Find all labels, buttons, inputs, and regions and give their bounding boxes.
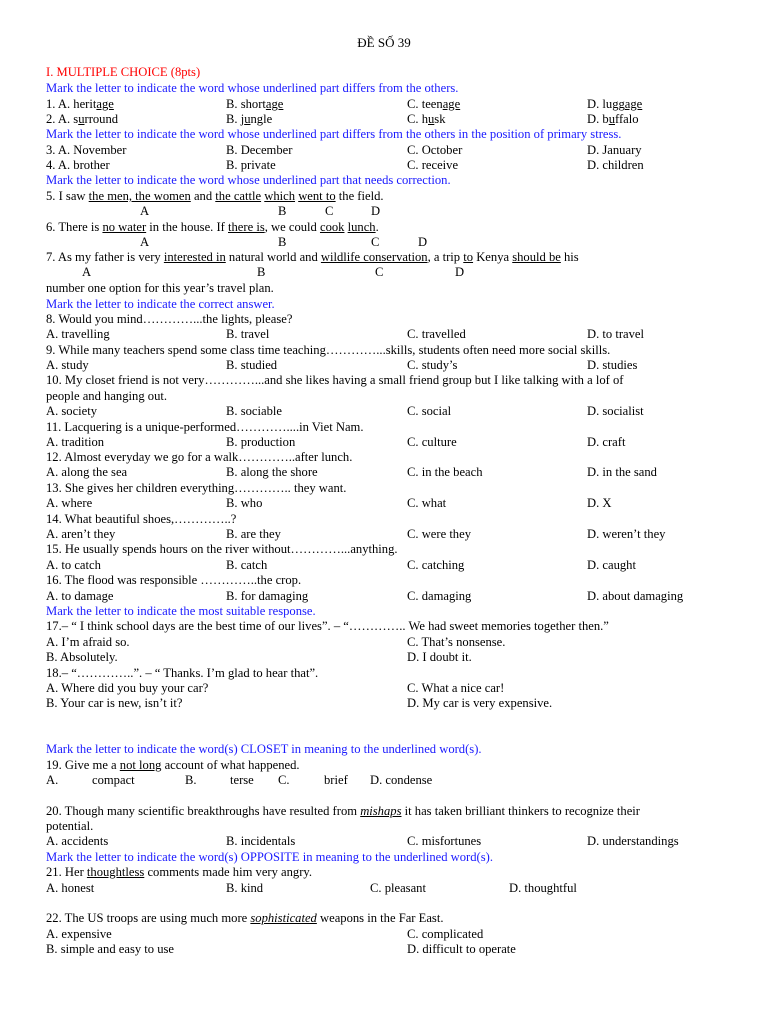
option-c: C. misfortunes (407, 834, 482, 848)
question-15-stem: 15. He usually spends hours on the river without…………...anything. (46, 542, 398, 556)
option-b: B. incidentals (226, 834, 296, 848)
question-21-stem: 21. Her thoughtless comments made him very angry. (46, 865, 313, 879)
option-b: B. Absolutely. (46, 650, 118, 664)
error-label-c: C (375, 265, 384, 279)
question-20-stem: 20. Though many scientific breakthroughs have resulted from mishaps it has taken brilliant thinkers to recognize their (46, 804, 640, 818)
option-b-letter: B. (185, 773, 197, 787)
option-d: D. about damaging (587, 589, 684, 603)
option-c: C. were they (407, 527, 471, 541)
option-a: A. where (46, 496, 93, 510)
section-heading: I. MULTIPLE CHOICE (8pts) (46, 65, 201, 79)
option-d: D. condense (370, 773, 433, 787)
option-c: brief (324, 773, 348, 787)
error-label-a: A (140, 204, 150, 218)
question-1 (46, 97, 746, 112)
question-10-options (46, 404, 746, 419)
question-10-stem-continued: people and hanging out. (46, 389, 168, 403)
error-label-c: C (371, 235, 380, 249)
option-b: B. sociable (226, 404, 282, 418)
error-label-a: A (82, 265, 92, 279)
question-6: 6. There is no water in the house. If there is, we could cook lunch. (46, 220, 379, 234)
question-17-options-row2 (46, 650, 746, 665)
question-11-options (46, 435, 746, 450)
option-a: A. travelling (46, 327, 110, 341)
error-label-b: B (257, 265, 266, 279)
question-18-options-row1 (46, 681, 746, 696)
option-d: D. studies (587, 358, 638, 372)
question-7: 7. As my father is very interested in natural world and wildlife conservation, a trip to Kenya should be his (46, 250, 579, 264)
error-label-d: D (418, 235, 428, 249)
question-18-options-row2 (46, 696, 746, 711)
option-d: D. weren’t they (587, 527, 666, 541)
option-d: D. in the sand (587, 465, 657, 479)
question-3 (46, 143, 746, 158)
question-9-options (46, 358, 746, 373)
option-b: B. studied (226, 358, 278, 372)
question-14-stem: 14. What beautiful shoes,…………..? (46, 512, 237, 526)
question-15-options (46, 558, 746, 573)
option-a: A. expensive (46, 927, 112, 941)
option-b: B. Your car is new, isn’t it? (46, 696, 183, 710)
question-2 (46, 112, 746, 127)
option-d: D. buffalo (587, 112, 639, 126)
option-c: C. culture (407, 435, 457, 449)
option-c: C. October (407, 143, 463, 157)
option-d: D. difficult to operate (407, 942, 516, 956)
question-12-stem: 12. Almost everyday we go for a walk…………..after lunch. (46, 450, 353, 464)
option-d: D. My car is very expensive. (407, 696, 553, 710)
question-8-stem: 8. Would you mind…………...the lights, please? (46, 312, 293, 326)
option-c: C. social (407, 404, 452, 418)
question-22-stem: 22. The US troops are using much more sophisticated weapons in the Far East. (46, 911, 444, 925)
option-a: A. study (46, 358, 89, 372)
option-b: B. for damaging (226, 589, 309, 603)
option-d: D. to travel (587, 327, 645, 341)
option-a: A. along the sea (46, 465, 128, 479)
option-c: C. in the beach (407, 465, 483, 479)
option-c: C. What a nice car! (407, 681, 505, 695)
question-14-options (46, 527, 746, 542)
question-9-stem: 9. While many teachers spend some class time teaching…………...skills, students often need more social skills. (46, 343, 611, 357)
option-c: C. teenage (407, 97, 461, 111)
instruction-1: Mark the letter to indicate the word whose underlined part differs from the others. (46, 81, 459, 95)
option-a: 3. A. November (46, 143, 127, 157)
question-4 (46, 158, 746, 173)
error-label-c: C (325, 204, 334, 218)
option-d: D. thoughtful (509, 881, 577, 895)
option-c: C. receive (407, 158, 459, 172)
option-a: A. tradition (46, 435, 105, 449)
option-a: A. I’m afraid so. (46, 635, 130, 649)
option-a: A. Where did you buy your car? (46, 681, 209, 695)
option-d: D. luggage (587, 97, 643, 111)
option-c: C. husk (407, 112, 446, 126)
option-d: D. socialist (587, 404, 644, 418)
question-21-options (46, 881, 746, 896)
option-c: C. damaging (407, 589, 472, 603)
error-label-b: B (278, 235, 287, 249)
question-8-options (46, 327, 746, 342)
instruction-5: Mark the letter to indicate the most suitable response. (46, 604, 316, 618)
option-b: B. shortage (226, 97, 284, 111)
question-7-continued: number one option for this year’s travel plan. (46, 281, 274, 295)
option-b: B. catch (226, 558, 268, 572)
option-c: C. travelled (407, 327, 466, 341)
option-d: D. understandings (587, 834, 679, 848)
error-label-b: B (278, 204, 287, 218)
error-label-d: D (371, 204, 381, 218)
page-title: ĐỀ SỐ 39 (357, 35, 411, 50)
error-label-a: A (140, 235, 150, 249)
instruction-3: Mark the letter to indicate the word whose underlined part that needs correction. (46, 173, 451, 187)
question-19-stem: 19. Give me a not long account of what happened. (46, 758, 300, 772)
question-16-stem: 16. The flood was responsible …………..the crop. (46, 573, 302, 587)
option-d: D. children (587, 158, 644, 172)
option-a: compact (92, 773, 135, 787)
option-b: B. simple and easy to use (46, 942, 175, 956)
question-16-options (46, 589, 746, 604)
option-d: D. X (587, 496, 612, 510)
option-a: 4. A. brother (46, 158, 110, 172)
option-d: D. caught (587, 558, 636, 572)
option-c: C. study’s (407, 358, 458, 372)
option-b: B. kind (226, 881, 264, 895)
option-a: 2. A. surround (46, 112, 119, 126)
option-b: B. are they (226, 527, 281, 541)
option-b: B. production (226, 435, 296, 449)
option-a: A. aren’t they (46, 527, 116, 541)
question-20-stem-continued: potential. (46, 819, 94, 833)
option-a: A. to catch (46, 558, 101, 572)
option-d: D. craft (587, 435, 626, 449)
option-b: B. travel (226, 327, 270, 341)
error-label-d: D (455, 265, 465, 279)
option-b: B. December (226, 143, 293, 157)
option-b: B. along the shore (226, 465, 318, 479)
option-c: C. catching (407, 558, 465, 572)
question-11-stem: 11. Lacquering is a unique-performed…………....in Viet Nam. (46, 420, 364, 434)
question-18-stem: 18.– “…………..”. – “ Thanks. I’m glad to hear that”. (46, 666, 319, 680)
option-b: terse (230, 773, 254, 787)
instruction-2: Mark the letter to indicate the word whose underlined part differs from the others in the position of primary stress. (46, 127, 622, 141)
option-b: B. jungle (226, 112, 273, 126)
option-b: B. who (226, 496, 263, 510)
instruction-7: Mark the letter to indicate the word(s) OPPOSITE in meaning to the underlined word(s). (46, 850, 493, 864)
question-22-options-row2 (46, 942, 746, 957)
option-a: A. society (46, 404, 98, 418)
option-a: A. to damage (46, 589, 114, 603)
question-17-stem: 17.– “ I think school days are the best time of our lives”. – “………….. We had sweet memories together then.” (46, 619, 609, 633)
option-c-letter: C. (278, 773, 290, 787)
option-d: D. January (587, 143, 642, 157)
instruction-4: Mark the letter to indicate the correct answer. (46, 297, 275, 311)
option-d: D. I doubt it. (407, 650, 472, 664)
option-c: C. pleasant (370, 881, 426, 895)
option-b: B. private (226, 158, 276, 172)
option-a: A. honest (46, 881, 95, 895)
option-a: 1. A. heritage (46, 97, 114, 111)
instruction-6: Mark the letter to indicate the word(s) CLOSET in meaning to the underlined word(s). (46, 742, 482, 756)
option-c: C. complicated (407, 927, 484, 941)
option-a-letter: A. (46, 773, 59, 787)
question-13-stem: 13. She gives her children everything………….. they want. (46, 481, 347, 495)
question-19-options (46, 773, 746, 788)
question-10-stem: 10. My closet friend is not very…………...and she likes having a small friend group but I like talking with a lof of (46, 373, 624, 387)
question-5: 5. I saw the men, the women and the cattle which went to the field. (46, 189, 384, 203)
option-a: A. accidents (46, 834, 109, 848)
question-22-options-row1 (46, 927, 746, 942)
question-20-options (46, 834, 746, 849)
question-13-options (46, 496, 746, 511)
question-17-options-row1 (46, 635, 746, 650)
option-c: C. what (407, 496, 447, 510)
question-12-options (46, 465, 746, 480)
option-c: C. That’s nonsense. (407, 635, 506, 649)
